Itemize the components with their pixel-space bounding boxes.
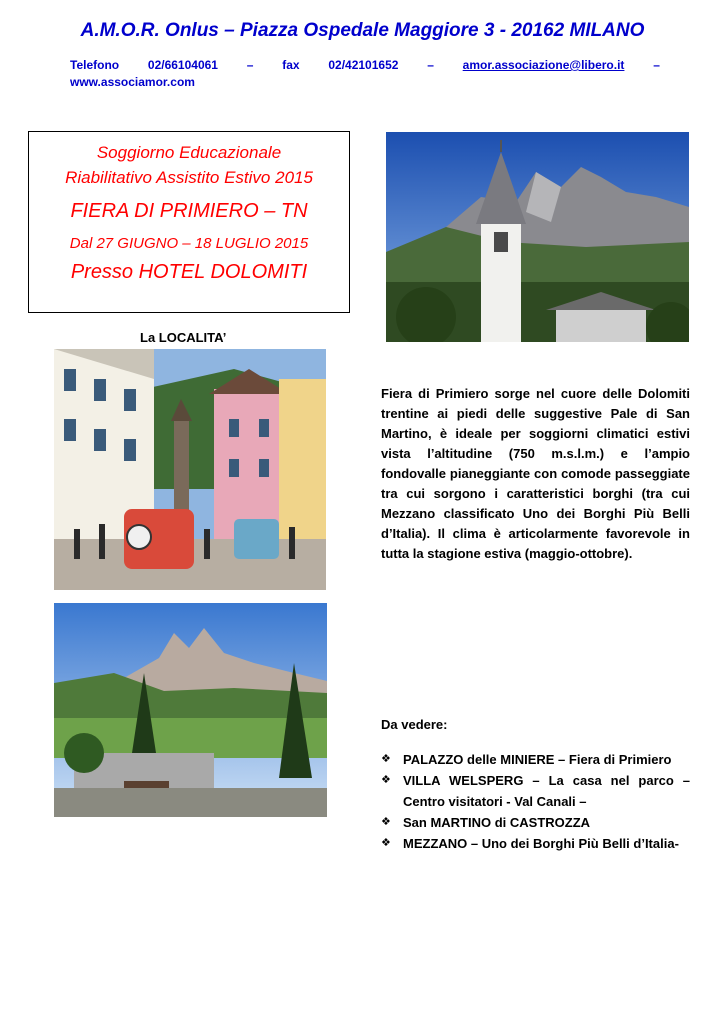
location-description: Fiera di Primiero sorge nel cuore delle Dolomiti trentine ai piedi delle suggestive Pale di San Martino, è ideale per soggiorni climatici estivi vista l’altitudine (750 m.s.l.m.) e l’ampio fondovalle pianeggiante con comode passeggiate tra cui sorgono i caratteristici borghi (tra cui Mezzano classificato Uno dei Borghi Più Belli d’Italia). Il clima è articolarmente favorevole in tutta la stagione estiva (maggio-ottobre). [381,386,690,561]
mountain-landscape-photo [54,603,327,817]
list-item [381,770,690,812]
header-title: A.M.O.R. Onlus – Piazza Ospedale Maggiore 3 - 20162 MILANO [80,20,645,41]
separator-dash: – [427,58,434,72]
diamond-bullet-icon: ❖ [381,753,391,765]
phone-label: Telefono [70,58,120,72]
list-item [381,833,690,854]
fax-label: fax [282,58,300,72]
separator-dash: – [653,58,660,72]
list-item [381,812,690,833]
da-vedere-list [381,749,690,854]
diamond-bullet-icon: ❖ [381,816,391,828]
title-location: FIERA DI PRIMIERO – TN [70,200,308,222]
list-item-text: MEZZANO – Uno dei Borghi Più Belli d’Italia- [403,836,679,851]
diamond-bullet-icon: ❖ [381,837,391,849]
town-street-photo [54,349,326,590]
title-dates: Dal 27 GIUGNO – 18 LUGLIO 2015 [69,235,309,252]
title-hotel: Presso HOTEL DOLOMITI [70,261,308,283]
list-item [381,749,690,770]
title-line-1: Soggiorno Educazionale [96,143,282,162]
list-item-text: VILLA WELSPERG – La casa nel parco –Centro visitatori - Val Canali – [403,773,690,809]
title-line-2: Riabilitativo Assistito Estivo 2015 [65,168,313,187]
title-box [28,131,350,313]
da-vedere-heading: Da vedere: [381,717,448,732]
localita-heading: La LOCALITA’ [140,330,227,345]
fax-number: 02/42101652 [328,58,399,72]
church-mountain-photo [386,132,689,342]
separator-dash: – [246,58,254,72]
diamond-bullet-icon: ❖ [381,774,391,786]
email-link[interactable]: amor.associazione@libero.it [462,58,625,72]
list-item-text: San MARTINO di CASTROZZA [403,815,591,830]
contact-info [70,58,660,89]
website-link[interactable]: www.associamor.com [70,75,195,89]
phone-number: 02/66104061 [147,58,218,72]
list-item-text: PALAZZO delle MINIERE – Fiera di Primiero [403,752,672,767]
